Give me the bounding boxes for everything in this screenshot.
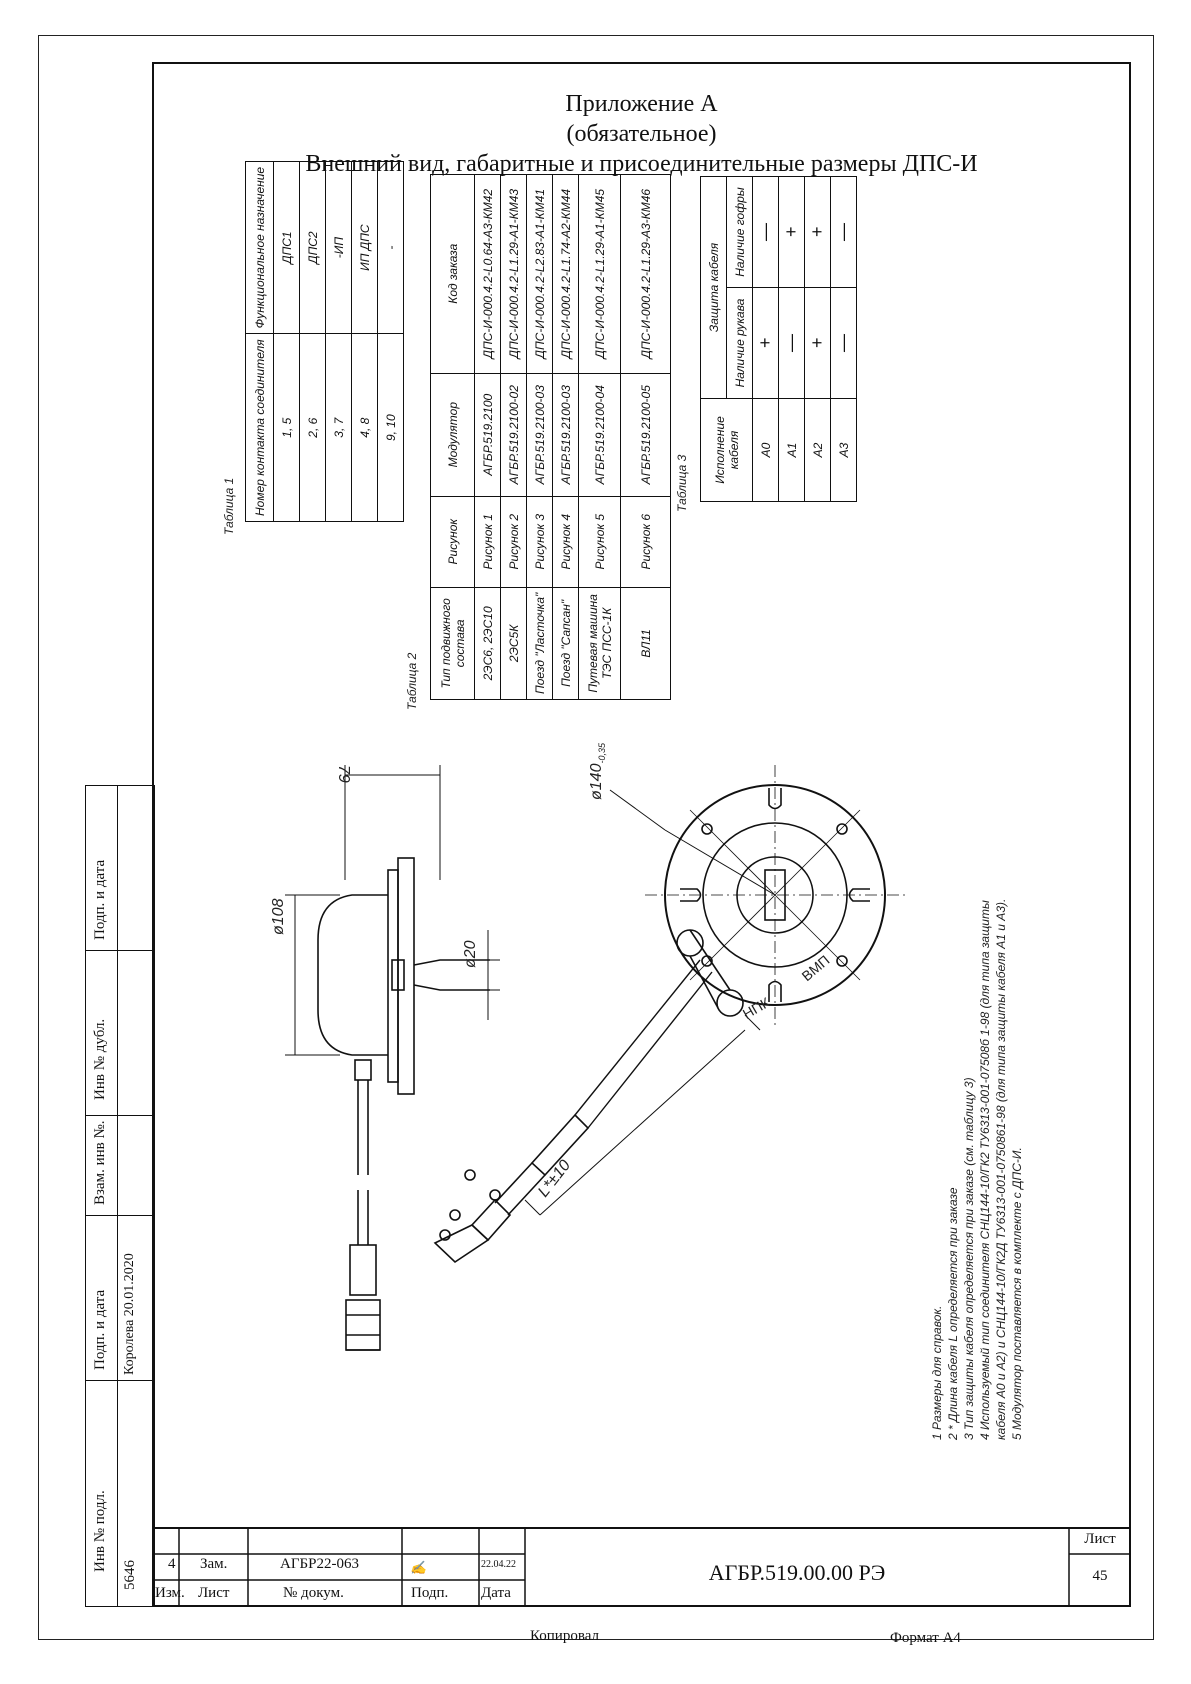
table2-caption: Таблица 2 (405, 652, 419, 710)
tb-rev: 4 (168, 1556, 176, 1572)
table2-cell: АГБР.519.2100-04 (579, 373, 621, 496)
table2-cell: ВЛ11 (621, 587, 671, 699)
tb-h-izm: Изм. (155, 1585, 185, 1601)
table3-header: Исполнение кабеля (701, 399, 753, 502)
note-4-cont: кабеля А0 и А2) и СНЦ144-10/ГК2Д ТУ6313-001-0750861-98 (для типа защиты кабеля А1 и А3). (994, 898, 1008, 1440)
table2-header: Рисунок (431, 496, 475, 587)
table3-cell: А3 (831, 399, 857, 502)
table1-header: Функциональное назначение (246, 161, 274, 333)
table3-cell: + (753, 288, 779, 399)
label-npk: НПК (739, 993, 773, 1023)
tb-h-list: Лист (198, 1585, 230, 1601)
dimension-dia20: ø20 (462, 940, 479, 968)
flange-side-view (398, 858, 414, 1094)
signature: ✍ (410, 1560, 427, 1575)
dimension-dia108: ø108 (270, 898, 287, 935)
table1-cell: -ИП (326, 161, 352, 333)
cap-side-view (318, 895, 388, 1055)
stamp-sign-value: Королева 20.01.2020 (122, 1253, 137, 1375)
note-1: 1 Размеры для справок. (930, 1305, 944, 1440)
table2-cell: ДПС-И-000.4.2-L1.29-А1-КМ43 (501, 174, 527, 373)
table1-cell: 4, 8 (352, 334, 378, 522)
table1-cell: 2, 6 (300, 334, 326, 522)
note-2: 2 * Длина кабеля L определяется при заказе (946, 1187, 960, 1440)
table2-cell: АГБР.519.2100-03 (553, 373, 579, 496)
table3-cell: + (779, 177, 805, 288)
table3-header: Защита кабеля (701, 177, 727, 399)
appendix-status: (обязательное) (566, 121, 717, 147)
table3-header: Наличие рукава (727, 288, 753, 399)
table3-cell: — (831, 177, 857, 288)
dimension-length: L*±10 (535, 1157, 575, 1201)
table2-cell: 2ЭС5К (501, 587, 527, 699)
note-4: 4 Используемый тип соединителя СНЦ144-10/ГК2 ТУ6313-001-07508б 1-98 (для типа защиты (978, 900, 992, 1440)
table2-header: Код заказа (431, 174, 475, 373)
table2-cell: ДПС-И-000.4.2-L1.29-А3-КМ46 (621, 174, 671, 373)
table2-cell: Рисунок 5 (579, 496, 621, 587)
table1-cell: 9, 10 (378, 334, 404, 522)
tb-sheet-no: 45 (1092, 1568, 1108, 1584)
table2-cell: АГБР.519.2100-03 (527, 373, 553, 496)
table1-cell: ИП ДПС (352, 161, 378, 333)
table1-cell: ДПС1 (274, 161, 300, 333)
tb-sheet-label: Лист (1084, 1531, 1116, 1547)
cable-front-view (575, 960, 700, 1115)
footer-format: Формат А4 (890, 1630, 961, 1646)
table2-cell: 2ЭС6, 2ЭС10 (475, 587, 501, 699)
note-5: 5 Модулятор поставляется в комплекте с ДПС-И. (1010, 1147, 1024, 1440)
connector-front-view (472, 1200, 510, 1240)
stamp-label-replace-inv: Взам. инв №. (92, 1120, 108, 1205)
table2-cell: Путевая машина ТЭС ПСС-1К (579, 587, 621, 699)
stamp-label-orig-inv: Инв № подл. (92, 1490, 108, 1572)
table2-cell: Поезд "Сапсан" (553, 587, 579, 699)
table3-cell: — (753, 177, 779, 288)
dimension-dia140: $ø140_{-0,35}$ (588, 743, 608, 800)
table2-cell: Рисунок 1 (475, 496, 501, 587)
table2-header: Тип подвижного состава (431, 587, 475, 699)
appendix-title: Приложение А (565, 91, 718, 117)
table2-cell: АГБР.519.2100 (475, 373, 501, 496)
tb-h-date: Дата (481, 1585, 511, 1601)
table3-cell: — (831, 288, 857, 399)
table3-caption: Таблица 3 (675, 454, 689, 512)
table3-cell: — (779, 288, 805, 399)
appendix-subtitle: Внешний вид, габаритные и присоединительные размеры ДПС-И (305, 151, 978, 177)
tb-h-docum: № докум. (283, 1585, 344, 1601)
table1-cell: 1, 5 (274, 334, 300, 522)
dimension-79: 79 (335, 765, 352, 783)
table3-cell: А1 (779, 399, 805, 502)
tb-change: Зам. (200, 1556, 228, 1572)
label-vmp: ВМП (798, 951, 833, 985)
table1-caption: Таблица 1 (222, 477, 236, 535)
table3-cell: А0 (753, 399, 779, 502)
table2-cell: АГБР.519.2100-05 (621, 373, 671, 496)
table3-cell: + (805, 177, 831, 288)
table2-cell: Рисунок 3 (527, 496, 553, 587)
stamp-label-sign-date-2: Подп. и дата (92, 859, 108, 940)
table3-cell: А2 (805, 399, 831, 502)
table2-cell: ДПС-И-000.4.2-L1.29-А1-КМ45 (579, 174, 621, 373)
table2-cell: Рисунок 4 (553, 496, 579, 587)
table1-cell: 3, 7 (326, 334, 352, 522)
table2-cell: ДПС-И-000.4.2-L1.74-А2-КМ44 (553, 174, 579, 373)
footer-copied: Копировал (530, 1628, 599, 1644)
table2-cell: АГБР.519.2100-02 (501, 373, 527, 496)
stamp-inv-value: 5646 (122, 1560, 138, 1590)
table2-cell: Рисунок 6 (621, 496, 671, 587)
stamp-label-sign-date: Подп. и дата (92, 1289, 108, 1370)
table3-header: Наличие гофры (727, 177, 753, 288)
tb-doc-no: АГБР22-063 (280, 1556, 359, 1572)
table2-cell: ДПС-И-000.4.2-L2.83-А1-КМ41 (527, 174, 553, 373)
table3-cell: + (805, 288, 831, 399)
tb-designation: АГБР.519.00.00 РЭ (708, 1560, 886, 1585)
table1-cell: ДПС2 (300, 161, 326, 333)
stamp-label-dup-inv: Инв № дубл. (92, 1018, 108, 1100)
table1-header: Номер контакта соединителя (246, 334, 274, 522)
connector-side-view (350, 1245, 376, 1295)
table2-cell: ДПС-И-000.4.2-L0.64-А3-КМ42 (475, 174, 501, 373)
table1-cell: - (378, 161, 404, 333)
tb-h-sign: Подп. (411, 1585, 449, 1601)
table2-cell: Рисунок 2 (501, 496, 527, 587)
tb-date: 22.04.22 (481, 1559, 516, 1570)
table2-header: Модулятор (431, 373, 475, 496)
table2-cell: Поезд "Ласточка" (527, 587, 553, 699)
note-3: 3 Тип защиты кабеля определяется при заказе (см. таблицу 3) (962, 1077, 976, 1440)
